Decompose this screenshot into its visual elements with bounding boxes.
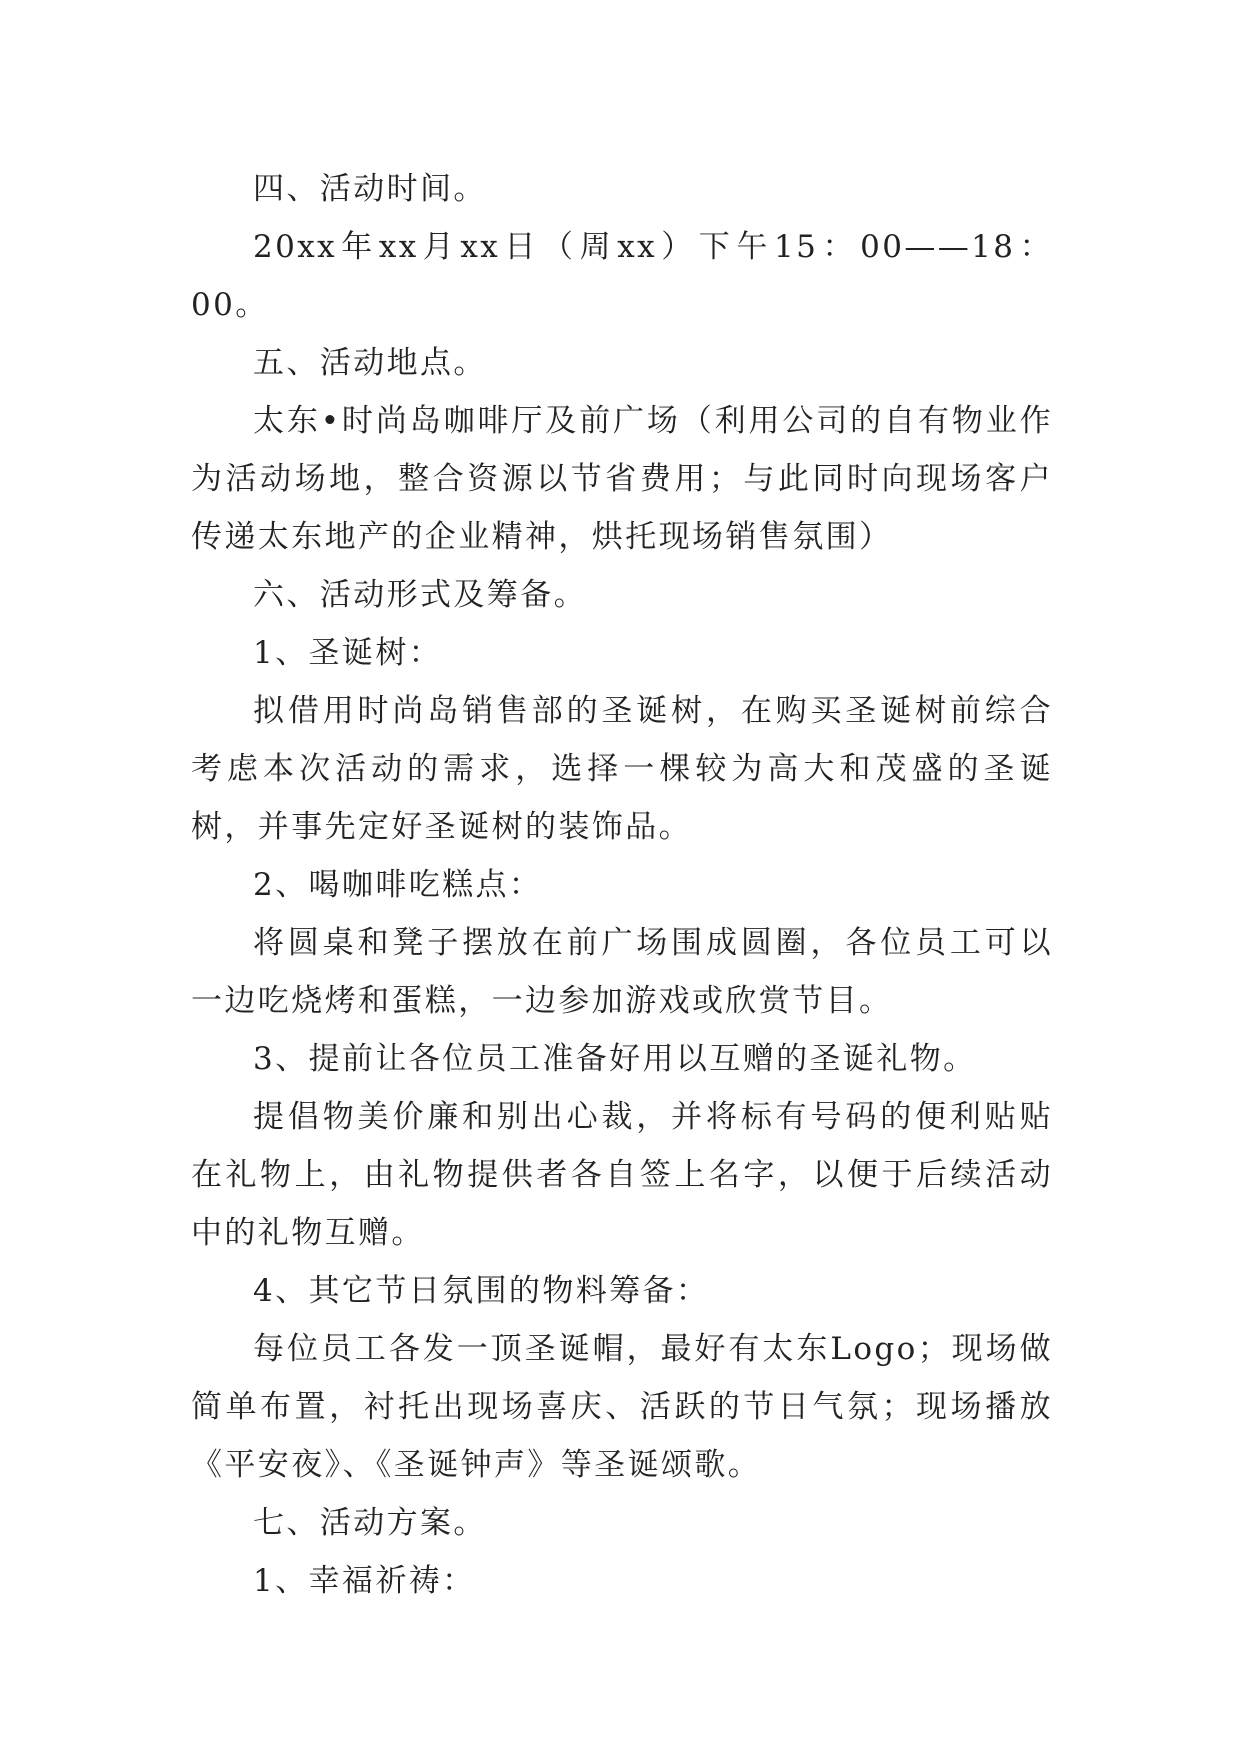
heading-activity-plan: 七、活动方案。 (253, 1505, 487, 1541)
paragraph-activity-location: 太东•时尚岛咖啡厅及前广场（利用公司的自有物业作为活动场地，整合资源以节省费用；与此同时向现场客户传递太东地产的企业精神，烘托现场销售氛围） (191, 403, 1053, 555)
heading-activity-format: 六、活动形式及筹备。 (253, 577, 587, 613)
paragraph-activity-time: 20xx年xx月xx日（周xx）下午15：00——18：00。 (191, 229, 1053, 323)
heading-activity-location: 五、活动地点。 (253, 345, 487, 381)
paragraph-coffee-cake: 将圆桌和凳子摆放在前广场围成圆圈，各位员工可以一边吃烧烤和蛋糕，一边参加游戏或欣赏节目。 (191, 925, 1053, 1019)
subheading-gifts: 3、提前让各位员工准备好用以互赠的圣诞礼物。 (253, 1041, 977, 1077)
document-body (191, 160, 1053, 1610)
subheading-christmas-tree: 1、圣诞树： (253, 635, 443, 671)
paragraph-festive-materials: 每位员工各发一顶圣诞帽，最好有太东Logo；现场做简单布置，衬托出现场喜庆、活跃的节日气氛；现场播放《平安夜》、《圣诞钟声》等圣诞颂歌。 (191, 1331, 1053, 1483)
paragraph-christmas-tree: 拟借用时尚岛销售部的圣诞树，在购买圣诞树前综合考虑本次活动的需求，选择一棵较为高大和茂盛的圣诞树，并事先定好圣诞树的装饰品。 (191, 693, 1053, 845)
paragraph-gifts: 提倡物美价廉和别出心裁，并将标有号码的便利贴贴在礼物上，由礼物提供者各自签上名字，以便于后续活动中的礼物互赠。 (191, 1099, 1053, 1251)
heading-activity-time: 四、活动时间。 (253, 171, 487, 207)
subheading-festive-materials: 4、其它节日氛围的物料筹备： (253, 1273, 710, 1309)
subheading-happiness-prayer: 1、幸福祈祷： (253, 1563, 476, 1599)
subheading-coffee-cake: 2、喝咖啡吃糕点： (253, 867, 543, 903)
